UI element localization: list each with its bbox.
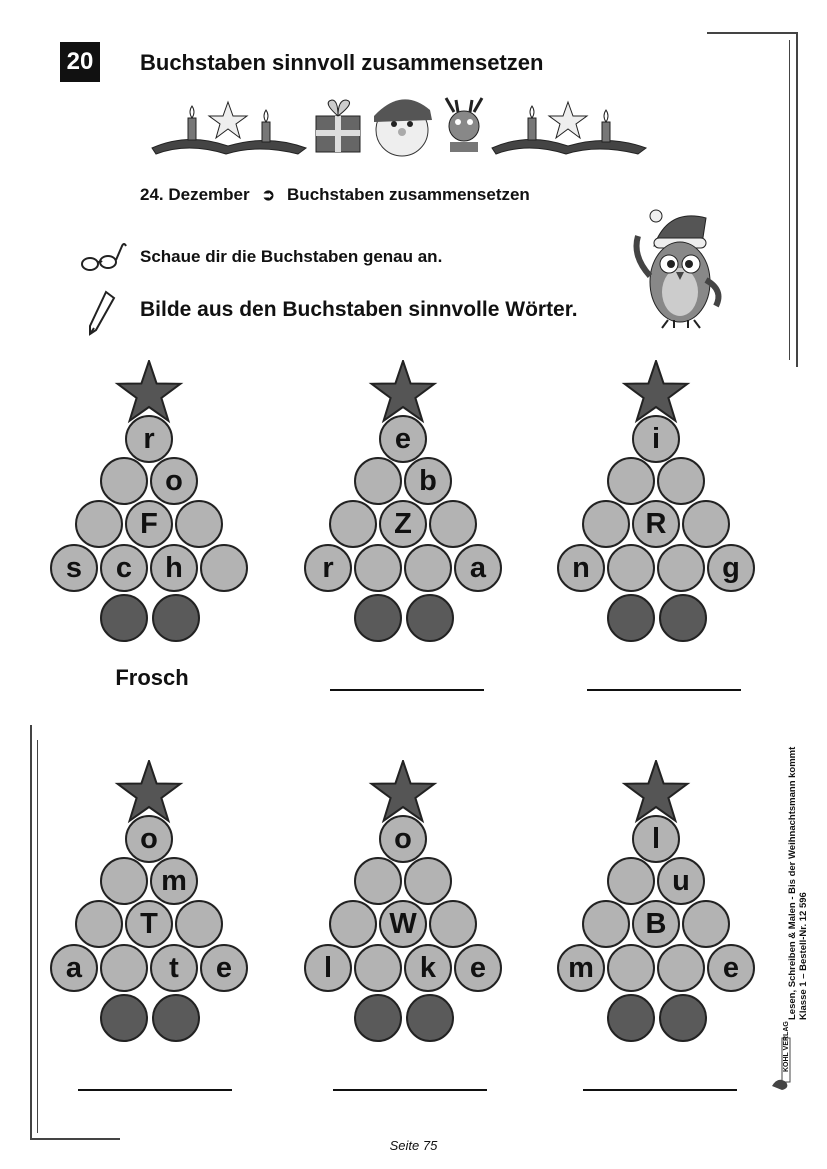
candle-garland-right <box>492 102 646 154</box>
trunk-ball <box>659 594 707 642</box>
frame-line-right <box>796 32 798 367</box>
trunk-ball <box>354 994 402 1042</box>
letter-ball <box>404 544 452 592</box>
letter-ball <box>582 900 630 948</box>
letter-ball: s <box>50 544 98 592</box>
publisher-side-text <box>787 747 809 1020</box>
answer-1: Frosch <box>115 665 189 690</box>
letter-ball <box>354 944 402 992</box>
frame-line-top-right <box>707 32 797 34</box>
publisher-logo-text: KOHL VERLAG <box>783 1021 790 1072</box>
date-heading <box>140 185 530 205</box>
letter-ball: r <box>304 544 352 592</box>
trunk-ball <box>406 994 454 1042</box>
letter-ball: m <box>150 857 198 905</box>
letter-ball: g <box>707 544 755 592</box>
answer-blank-6[interactable] <box>583 1089 737 1091</box>
letter-ball <box>175 500 223 548</box>
letter-ball <box>657 544 705 592</box>
trunk-ball <box>406 594 454 642</box>
trunk-ball <box>607 994 655 1042</box>
christmas-tree <box>557 760 787 1050</box>
christmas-tree <box>304 360 534 650</box>
trunk-ball <box>354 594 402 642</box>
letter-ball: k <box>404 944 452 992</box>
christmas-banner-illustration <box>148 92 648 164</box>
page-number: Seite 75 <box>389 1138 438 1153</box>
christmas-tree <box>50 760 280 1050</box>
frame-line-right-inner <box>789 40 790 360</box>
instruction-write: Bilde aus den Buchstaben sinnvolle Wörter. <box>140 298 578 321</box>
trunk-ball <box>659 994 707 1042</box>
letter-ball: l <box>632 815 680 863</box>
answer-blank-3[interactable] <box>587 689 741 691</box>
letter-ball <box>175 900 223 948</box>
instruction-read: Schaue dir die Buchstaben genau an. <box>140 247 443 266</box>
letter-ball <box>429 900 477 948</box>
letter-ball: e <box>200 944 248 992</box>
letter-ball: o <box>379 815 427 863</box>
santa-icon <box>374 99 432 156</box>
letter-ball: W <box>379 900 427 948</box>
letter-ball: i <box>632 415 680 463</box>
subheading-text: Buchstaben zusammensetzen <box>287 185 530 204</box>
christmas-tree <box>304 760 534 1050</box>
letter-ball: u <box>657 857 705 905</box>
side-text-line2: Klasse 1 – Bestell-Nr. 12 596 <box>798 892 809 1020</box>
letter-ball: F <box>125 500 173 548</box>
letter-ball: a <box>50 944 98 992</box>
letter-ball: e <box>454 944 502 992</box>
letter-ball: B <box>632 900 680 948</box>
letter-ball <box>657 944 705 992</box>
letter-ball <box>354 544 402 592</box>
owl-santa-hat-illustration <box>628 206 726 330</box>
letter-ball: a <box>454 544 502 592</box>
letter-ball <box>607 544 655 592</box>
glasses-icon <box>80 240 128 274</box>
letter-ball <box>354 457 402 505</box>
letter-ball: l <box>304 944 352 992</box>
trunk-ball <box>152 994 200 1042</box>
letter-ball <box>682 900 730 948</box>
pencil-icon <box>86 290 116 336</box>
letter-ball <box>200 544 248 592</box>
letter-ball <box>607 944 655 992</box>
letter-ball <box>100 857 148 905</box>
letter-ball <box>329 500 377 548</box>
trunk-ball <box>100 594 148 642</box>
side-text-line1: Lesen, Schreiben & Malen - Bis der Weihnachtsmann kommt <box>787 746 798 1020</box>
trunk-ball <box>607 594 655 642</box>
letter-ball <box>354 857 402 905</box>
letter-ball <box>100 944 148 992</box>
exercise-number: 20 <box>60 42 100 82</box>
frame-line-left <box>30 725 32 1140</box>
answer-blank-4[interactable] <box>78 1089 232 1091</box>
christmas-tree <box>50 360 280 650</box>
letter-ball: o <box>150 457 198 505</box>
letter-ball: h <box>150 544 198 592</box>
letter-ball <box>75 900 123 948</box>
letter-ball <box>607 857 655 905</box>
letter-ball: n <box>557 544 605 592</box>
letter-ball <box>75 500 123 548</box>
letter-ball: T <box>125 900 173 948</box>
letter-ball: c <box>100 544 148 592</box>
candle-garland-left <box>152 102 306 154</box>
letter-ball: o <box>125 815 173 863</box>
trunk-ball <box>100 994 148 1042</box>
christmas-tree <box>557 360 787 650</box>
letter-ball: m <box>557 944 605 992</box>
letter-ball <box>682 500 730 548</box>
answer-blank-5[interactable] <box>333 1089 487 1091</box>
letter-ball: Z <box>379 500 427 548</box>
trunk-ball <box>152 594 200 642</box>
letter-ball: R <box>632 500 680 548</box>
letter-ball <box>100 457 148 505</box>
gift-icon <box>316 100 360 152</box>
letter-ball: b <box>404 457 452 505</box>
letter-ball <box>582 500 630 548</box>
letter-ball: e <box>379 415 427 463</box>
reindeer-icon <box>446 98 482 152</box>
letter-ball: e <box>707 944 755 992</box>
letter-ball: r <box>125 415 173 463</box>
frame-line-left-inner <box>37 740 38 1133</box>
page-title: Buchstaben sinnvoll zusammensetzen <box>140 50 544 75</box>
arrow-icon: ➲ <box>261 187 276 204</box>
letter-ball <box>657 457 705 505</box>
letter-ball: t <box>150 944 198 992</box>
letter-ball <box>429 500 477 548</box>
letter-ball <box>329 900 377 948</box>
letter-ball <box>607 457 655 505</box>
answer-blank-2[interactable] <box>330 689 484 691</box>
date-label: 24. Dezember <box>140 185 250 204</box>
letter-ball <box>404 857 452 905</box>
